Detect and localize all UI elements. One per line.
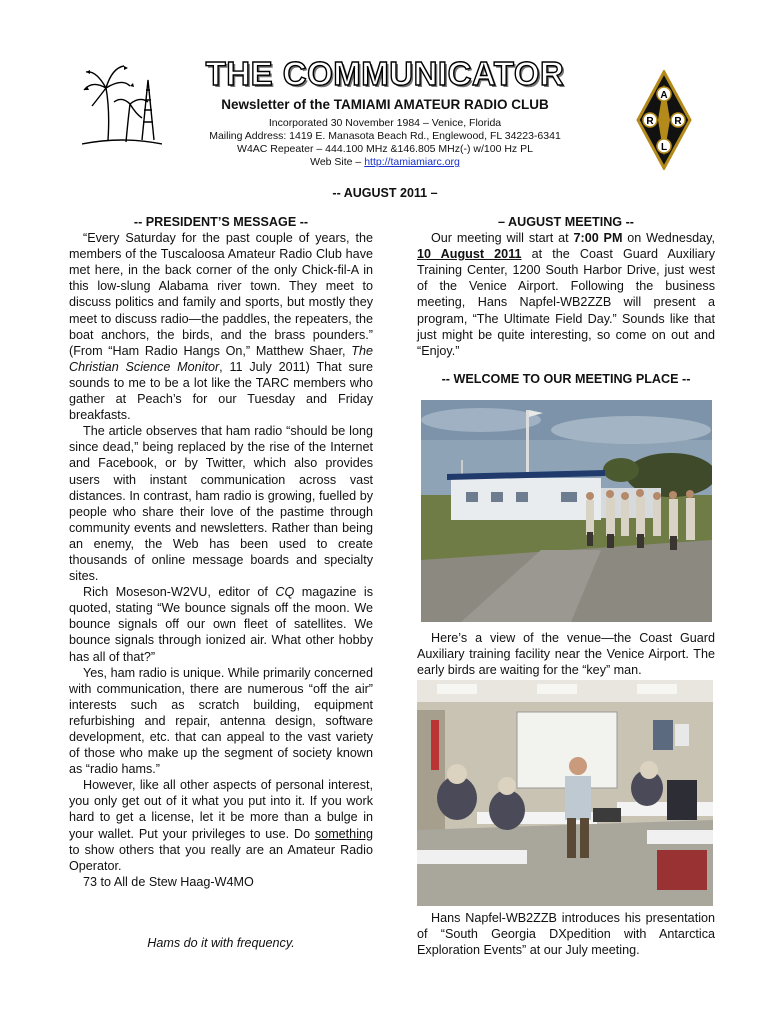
incorporation-line: Incorporated 30 November 1984 – Venice, Florida	[268, 117, 502, 129]
website-link[interactable]: http://tamiamiarc.org	[364, 156, 460, 168]
meeting-date: 10 August 2011	[417, 247, 522, 262]
august-meeting	[417, 214, 715, 387]
arrl-letter: L	[660, 142, 668, 153]
publication-title: The Christian Science Monitor	[69, 343, 373, 374]
text-run: magazine is quoted, stating “We bounce signals off the moon. We bounce signals off our own fleet of satellites. We bounce signals through ionized air. What other hobby has all of that?”	[69, 585, 374, 664]
website-label: Web Site –	[310, 156, 365, 168]
text-run: at the Coast Guard Auxiliary Training Center, 1200 South Harbor Drive, just west of the Venice Airport. Following the business meeting, Hans Napfel-WB2ZZB will present a program, “The Ultimate Field Day.” Sounds like that just might be quite interesting, so come on out and “Enjoy.”	[417, 247, 715, 358]
welcome-heading: -- WELCOME TO OUR MEETING PLACE --	[441, 371, 691, 386]
repeater-info: W4AC Repeater – 444.100 MHz &146.805 MHz(-) w/100 Hz PL	[237, 143, 533, 155]
underlined-word: something	[314, 826, 373, 841]
paragraph	[69, 230, 373, 423]
text-run: Our meeting will start at	[431, 231, 574, 246]
arrl-letter: R	[674, 116, 682, 127]
newsletter-title: THE COMMUNICATOR	[205, 55, 565, 92]
presidents-message	[69, 214, 373, 890]
text-run: to show others that you really are an Amateur Radio Operator.	[69, 842, 373, 873]
mailing-address: Mailing Address: 1419 E. Manasota Beach Rd., Englewood, FL 34223-6341	[209, 130, 561, 142]
paragraph: Yes, ham radio is unique. While primarily concerned with communication, there are numerous “off the air” interests such as scratch building, equipment refurbishing and repair, antenna design, software development, etc. that can appeal to the vast variety of those who make up the segment of society known as “radio hams.”	[69, 665, 373, 777]
meeting-room-photo	[417, 680, 713, 906]
issue-date: -- AUGUST 2011 –	[332, 186, 438, 200]
text-run: However, like all other aspects of personal interest, you only get out of it what you put into it. If you work hard to get a license, let it be more than a bulge in your wallet. Put your privileges to use. Do	[69, 778, 373, 841]
venue-photo	[421, 400, 712, 622]
magazine-title: CQ	[275, 585, 295, 600]
caption-text: Hans Napfel-WB2ZZB introduces his presentation of “South Georgia DXpedition with Antarctica Exploration Events” at our July meeting.	[417, 911, 715, 958]
hans-caption	[417, 910, 715, 958]
tagline: Hams do it with frequency.	[147, 936, 295, 950]
paragraph	[69, 777, 373, 874]
signature-line: 73 to All de Stew Haag-W4MO	[83, 874, 254, 889]
text-run: , 11 July 2011) That sure sounds to me to be a lot like the TARC members who gather at Peach’s for our Tuesday and Friday breakfasts.	[69, 359, 373, 423]
paragraph	[69, 584, 373, 664]
text-run: on Wednesday,	[622, 231, 715, 246]
paragraph: The article observes that ham radio “should be long since dead,” being replaced by the rise of the Internet and Facebook, or by Twitter, which also provides users with instant communication across vast distances. In contrast, ham radio is growing, fuelled by people who share their love of the pastime through community events and newsletters. Rather than being an enemy, the Web has been used to create thousands of online message boards and specialty sites.	[69, 424, 373, 584]
text-run: “Every Saturday for the past couple of years, the members of the Tuscaloosa Amateur Radio Club have met here, in the back corner of the only Chick-fil-A in this low-slung Alabama river town. They meet to discuss politics and family and sports, but mostly they meet to discuss radio—the paddles, the repeaters, the boat anchors, the birds, and the brass pounders.” (From “Ham Radio Hangs On,” Matthew Shaer,	[69, 231, 373, 358]
text-run: Rich Moseson-W2VU, editor of	[83, 585, 276, 600]
paragraph	[417, 230, 715, 359]
presidents-message-heading: -- PRESIDENT’S MESSAGE --	[133, 215, 309, 229]
meeting-time: 7:00 PM	[573, 231, 623, 246]
arrl-letter: A	[660, 90, 668, 101]
newsletter-subtitle: Newsletter of the TAMIAMI AMATEUR RADIO CLUB	[221, 97, 549, 112]
caption-text: Here’s a view of the venue—the Coast Guard Auxiliary training facility near the Venice Airport. The early birds are waiting for the “key” man.	[417, 631, 715, 678]
arrl-letter: R	[646, 116, 654, 127]
website-line	[0, 156, 770, 169]
venue-caption	[417, 630, 715, 678]
august-meeting-heading: – AUGUST MEETING --	[498, 215, 634, 229]
